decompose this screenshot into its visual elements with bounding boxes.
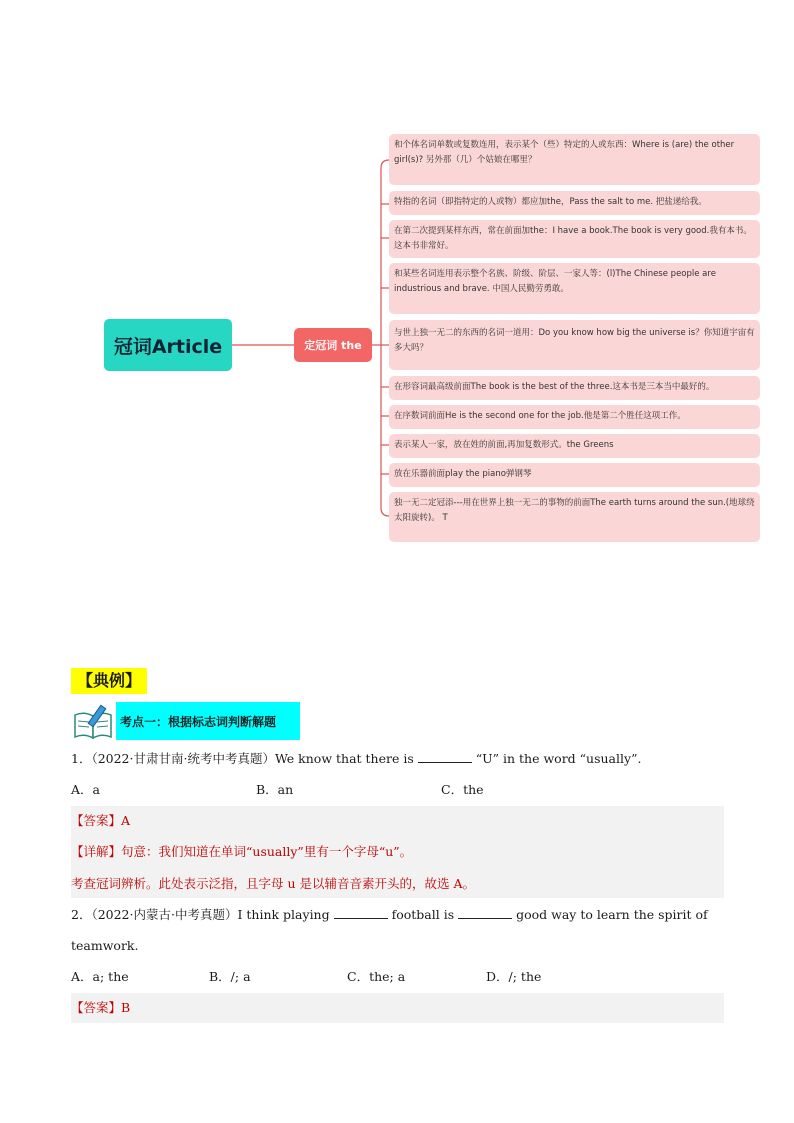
answer-blank [418, 750, 472, 763]
question-text: “U” in the word “usually”. [475, 751, 642, 766]
question-number: 1． [71, 751, 92, 766]
answer-blank [334, 906, 388, 919]
explanation-text: 考查冠词辨析。此处表示泛指，且字母 u 是以辅音音素开头的，故选 A。 [71, 876, 475, 891]
mindmap-leaf: 在形容词最高级前面The book is the best of the three.这本书是三本当中最好的。 [389, 376, 760, 400]
answer-value: B [121, 1000, 131, 1015]
mindmap-leaf: 在第二次提到某样东西，常在前面加the：I have a book.The book is very good.我有本书。这本书非常好。 [389, 220, 760, 258]
mindmap-root-node: 冠词Article [104, 319, 232, 371]
answer-box [71, 993, 724, 1023]
detail-line [71, 842, 412, 862]
question-text: We know that there is [274, 751, 414, 766]
answer-label: 【答案】 [71, 813, 122, 828]
question-2-stem [71, 905, 708, 925]
question-number: 2． [71, 907, 92, 922]
option-d: D．/; the [486, 969, 542, 984]
detail-text: 句意：我们知道在单词“usually”里有一个字母“u”。 [121, 844, 413, 859]
answer-label: 【答案】 [71, 1000, 122, 1015]
book-pencil-icon [72, 703, 116, 741]
mindmap-leaf: 表示某人一家，放在姓的前面,再加复数形式。the Greens [389, 434, 760, 458]
mindmap-leaf: 在序数词前面He is the second one for the job.他是第二个胜任这项工作。 [389, 405, 760, 429]
mindmap-leaf: 和个体名词单数或复数连用，表示某个（些）特定的人或东西：Where is (are) the other girl(s)? 另外那（几）个姑娘在哪里？ [389, 134, 760, 185]
detail-label: 【详解】 [71, 844, 122, 859]
question-2-stem-cont: teamwork. [71, 938, 139, 953]
question-text: good way to learn the spirit of [516, 907, 708, 922]
mindmap-leaf: 特指的名词（即指特定的人或物）都应加the，Pass the salt to me. 把盐递给我。 [389, 191, 760, 215]
mindmap-leaf: 和某些名词连用表示整个名族、阶级、阶层、一家人等：(l)The Chinese people are industrious and brave. 中国人民勤劳勇敢。 [389, 263, 760, 314]
option-a: A．a; the [71, 969, 129, 984]
mindmap-leaf: 独一无二定冠添---用在世界上独一无二的事物的前面The earth turns around the sun.(地球绕太阳旋转)。 T [389, 492, 760, 542]
option-a: A．a [71, 782, 100, 797]
question-source: （2022·内蒙古·中考真题） [91, 907, 238, 922]
mindmap-leaf: 放在乐器前面play the piano弹钢琴 [389, 463, 760, 487]
mindmap-leaf: 与世上独一无二的东西的名词一道用：Do you know how big the universe is？你知道宇宙有多大吗？ [389, 320, 760, 370]
example-heading: 【典例】 [71, 668, 147, 694]
mindmap-branch-node: 定冠词 the [294, 328, 372, 362]
question-1-stem [71, 749, 641, 769]
answer-line [71, 811, 130, 831]
kaodian-label: 考点一：根据标志词判断解题 [116, 702, 300, 740]
question-source: （2022·甘肃甘南·统考中考真题） [91, 751, 275, 766]
answer-box [71, 806, 724, 836]
option-b: B．/; a [209, 969, 251, 984]
option-c: C．the [441, 782, 484, 797]
question-text: I think playing [237, 907, 330, 922]
answer-line [71, 998, 130, 1018]
option-b: B．an [256, 782, 294, 797]
answer-blank [458, 906, 512, 919]
option-c: C．the; a [347, 969, 406, 984]
answer-value: A [121, 813, 131, 828]
question-text: football is [391, 907, 455, 922]
